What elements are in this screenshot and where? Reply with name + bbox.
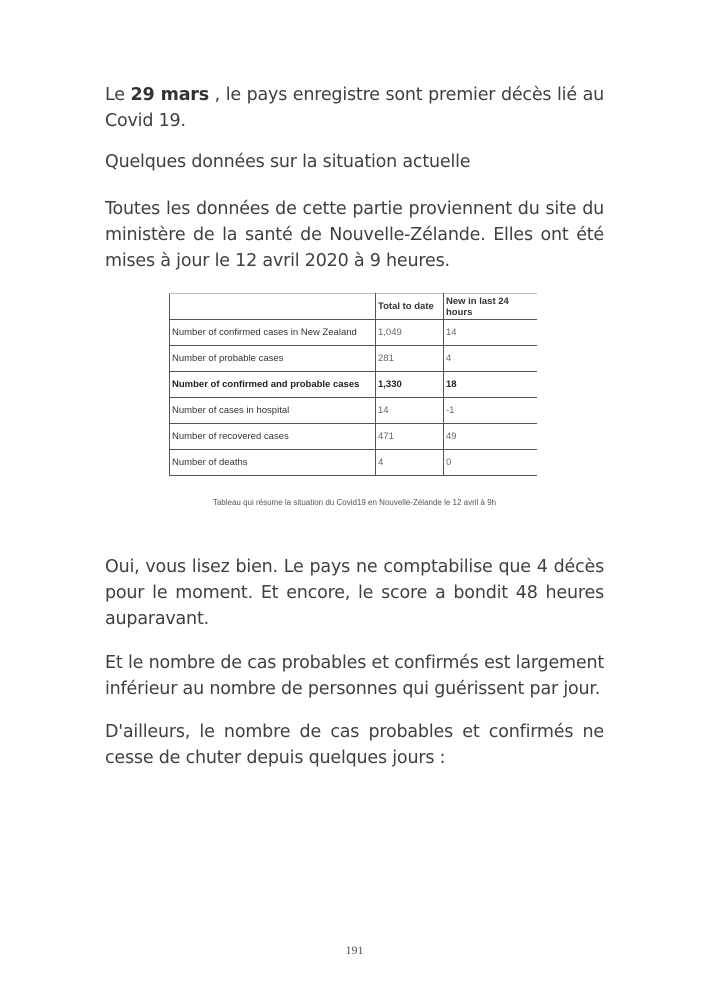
paragraph-deaths: Oui, vous lisez bien. Le pays ne comptabilise que 4 décès pour le moment. Et encore, le score a bondit 48 heures auparavant.: [105, 557, 604, 629]
row-label: Number of confirmed cases in New Zealand: [170, 320, 376, 346]
header-cell: Total to date: [376, 294, 444, 320]
table-row: [170, 398, 538, 424]
row-label: Number of recovered cases: [170, 424, 376, 450]
paragraph-decline: D'ailleurs, le nombre de cas probables et confirmés ne cesse de chuter depuis quelques jours :: [105, 722, 604, 768]
paragraph-intro: Quelques données sur la situation actuelle: [105, 152, 471, 172]
page-number: 191: [345, 943, 364, 957]
total-cell: 4: [376, 450, 444, 476]
bold-date: 29 mars: [130, 85, 209, 105]
header-cell: New in last 24 hours: [444, 294, 538, 320]
table-row: [170, 372, 538, 398]
row-label: Number of deaths: [170, 450, 376, 476]
new-cell: 18: [444, 372, 538, 398]
total-cell: 14: [376, 398, 444, 424]
table-row: [170, 346, 538, 372]
total-cell: 471: [376, 424, 444, 450]
paragraph-source: Toutes les données de cette partie proviennent du site du ministère de la santé de Nouvelle-Zélande. Elles ont été mises à jour le 12 avril 2020 à 9 heures.: [105, 199, 604, 271]
table-caption: Tableau qui résume la situation du Covid19 en Nouvelle-Zélande le 12 avril à 9h: [212, 498, 497, 507]
total-cell: 281: [376, 346, 444, 372]
row-label: Number of confirmed and probable cases: [170, 372, 376, 398]
covid-stats-table: [169, 293, 537, 476]
new-cell: 49: [444, 424, 538, 450]
header-cell: [170, 294, 376, 320]
total-cell: 1,330: [376, 372, 444, 398]
text: , le pays enregistre sont premier décès lié au Covid 19.: [105, 85, 605, 131]
table-row: [170, 450, 538, 476]
total-cell: 1,049: [376, 320, 444, 346]
new-cell: 4: [444, 346, 538, 372]
paragraph-first-death: [105, 82, 604, 134]
table-row: [170, 320, 538, 346]
new-cell: 14: [444, 320, 538, 346]
new-cell: -1: [444, 398, 538, 424]
row-label: Number of cases in hospital: [170, 398, 376, 424]
new-cell: 0: [444, 450, 538, 476]
table-row: [170, 424, 538, 450]
text: Le: [105, 85, 131, 105]
row-label: Number of probable cases: [170, 346, 376, 372]
paragraph-recoveries: Et le nombre de cas probables et confirmés est largement inférieur au nombre de personnes qui guérissent par jour.: [105, 653, 604, 699]
table-header-row: [170, 294, 538, 320]
